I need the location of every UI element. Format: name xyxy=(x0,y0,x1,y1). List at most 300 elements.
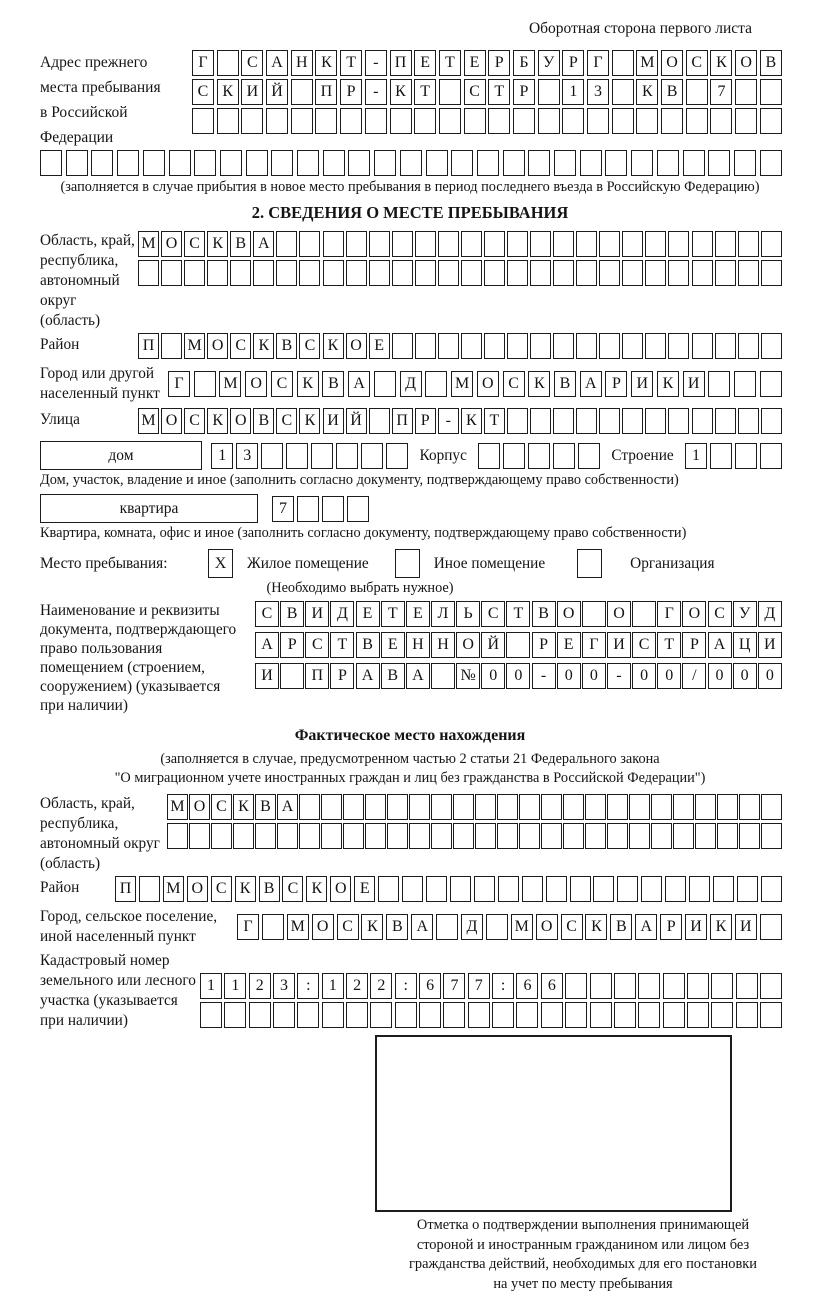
char-cell xyxy=(717,823,738,849)
actual-city-label-line: Город, сельское поселение, xyxy=(40,907,237,927)
char-cell xyxy=(607,823,628,849)
char-cell: В xyxy=(280,601,304,627)
char-cell: И xyxy=(683,371,705,397)
char-cell xyxy=(689,876,710,902)
char-cell xyxy=(735,79,757,105)
char-cell xyxy=(299,823,320,849)
char-cell: В xyxy=(322,371,344,397)
char-cell xyxy=(645,333,666,359)
prev-address-row-2 xyxy=(192,79,782,105)
city-block xyxy=(40,364,782,404)
char-cell: А xyxy=(635,914,657,940)
korpus-label: Корпус xyxy=(418,447,469,465)
char-cell: С xyxy=(184,408,205,434)
document-row-1 xyxy=(255,601,782,627)
stroenie-cells xyxy=(685,443,782,469)
char-cell xyxy=(414,108,436,134)
region-row-2 xyxy=(138,260,782,286)
char-cell xyxy=(369,260,390,286)
char-cell: М xyxy=(287,914,309,940)
char-cell: С xyxy=(561,914,583,940)
char-cell xyxy=(739,794,760,820)
char-cell xyxy=(169,150,191,176)
char-cell xyxy=(668,408,689,434)
char-cell xyxy=(673,823,694,849)
district-row xyxy=(138,333,782,359)
char-cell xyxy=(528,150,550,176)
char-cell: С xyxy=(299,333,320,359)
prev-address-label-line: Федерации xyxy=(40,125,192,150)
document-row-3 xyxy=(255,663,782,689)
cadastre-label xyxy=(40,951,200,1031)
organization-option-label: Организация xyxy=(628,555,716,573)
char-cell: С xyxy=(271,371,293,397)
prev-address-row-1 xyxy=(192,50,782,76)
char-cell xyxy=(507,333,528,359)
char-cell: О xyxy=(230,408,251,434)
char-cell xyxy=(461,260,482,286)
char-cell xyxy=(246,150,268,176)
stamp-caption-line: гражданства действий, необходимых для его постановки xyxy=(343,1255,820,1275)
char-cell xyxy=(590,1002,612,1028)
street-label: Улица xyxy=(40,408,138,430)
prev-address-label-line: в Российской xyxy=(40,100,192,125)
char-cell xyxy=(761,876,782,902)
char-cell xyxy=(336,443,358,469)
char-cell xyxy=(760,973,782,999)
char-cell xyxy=(253,260,274,286)
char-cell: С xyxy=(708,601,732,627)
char-cell: Д xyxy=(758,601,782,627)
char-cell xyxy=(255,823,276,849)
stamp-caption-line: на учет по месту пребывания xyxy=(343,1275,820,1294)
section2-title: 2. СВЕДЕНИЯ О МЕСТЕ ПРЕБЫВАНИЯ xyxy=(10,203,810,223)
char-cell xyxy=(645,408,666,434)
actual-location-subtitle-line: (заполняется в случае, предусмотренном частью 2 статьи 21 Федерального закона xyxy=(10,750,810,769)
char-cell xyxy=(563,794,584,820)
char-cell xyxy=(315,108,337,134)
char-cell xyxy=(91,150,113,176)
char-cell xyxy=(262,914,284,940)
char-cell: И xyxy=(255,663,279,689)
char-cell xyxy=(530,408,551,434)
char-cell: Г xyxy=(587,50,609,76)
char-cell: К xyxy=(315,50,337,76)
char-cell xyxy=(322,1002,344,1028)
char-cell xyxy=(683,150,705,176)
char-cell: Р xyxy=(340,79,362,105)
document-block xyxy=(40,601,782,715)
char-cell xyxy=(715,333,736,359)
char-cell: 1 xyxy=(211,443,233,469)
actual-location-title: Фактическое место нахождения xyxy=(10,727,810,745)
residential-checkbox: X xyxy=(208,549,233,578)
char-cell: - xyxy=(607,663,631,689)
actual-region-label-line: Область, край, xyxy=(40,794,167,814)
char-cell xyxy=(194,371,216,397)
char-cell xyxy=(438,260,459,286)
char-cell xyxy=(436,914,458,940)
char-cell: П xyxy=(138,333,159,359)
char-cell xyxy=(392,231,413,257)
char-cell xyxy=(695,794,716,820)
form-page-back-side xyxy=(10,20,810,1200)
char-cell xyxy=(760,443,782,469)
char-cell xyxy=(249,1002,271,1028)
char-cell: У xyxy=(538,50,560,76)
char-cell xyxy=(453,794,474,820)
char-cell: 6 xyxy=(541,973,563,999)
char-cell: Д xyxy=(461,914,483,940)
char-cell: Г xyxy=(237,914,259,940)
city-label-line: Город или другой xyxy=(40,364,168,384)
char-cell: С xyxy=(255,601,279,627)
residential-option-label: Жилое помещение xyxy=(245,555,371,573)
char-cell xyxy=(492,1002,514,1028)
char-cell xyxy=(161,333,182,359)
char-cell: 0 xyxy=(557,663,581,689)
char-cell xyxy=(668,231,689,257)
char-cell xyxy=(461,333,482,359)
char-cell: В xyxy=(661,79,683,105)
district-label: Район xyxy=(40,333,138,355)
actual-region-label xyxy=(40,794,167,874)
cadastre-label-line: Кадастровый номер xyxy=(40,951,200,971)
char-cell: С xyxy=(276,408,297,434)
char-cell: М xyxy=(163,876,184,902)
char-cell xyxy=(277,823,298,849)
char-cell xyxy=(717,794,738,820)
char-cell xyxy=(760,79,782,105)
street-row xyxy=(138,408,782,434)
char-cell xyxy=(638,973,660,999)
char-cell xyxy=(477,150,499,176)
char-cell xyxy=(582,601,606,627)
char-cell: О xyxy=(735,50,757,76)
char-cell: Т xyxy=(506,601,530,627)
char-cell xyxy=(665,876,686,902)
char-cell xyxy=(585,823,606,849)
char-cell xyxy=(538,79,560,105)
char-cell xyxy=(708,150,730,176)
stroenie-label: Строение xyxy=(609,447,675,465)
char-cell: Й xyxy=(346,408,367,434)
char-cell xyxy=(530,231,551,257)
char-cell: А xyxy=(255,632,279,658)
char-cell: И xyxy=(305,601,329,627)
char-cell: В xyxy=(356,632,380,658)
prev-address-block xyxy=(40,50,782,150)
char-cell: Т xyxy=(484,408,505,434)
char-cell xyxy=(541,794,562,820)
char-cell: Ь xyxy=(456,601,480,627)
char-cell xyxy=(761,794,782,820)
char-cell xyxy=(668,260,689,286)
char-cell: М xyxy=(219,371,241,397)
street-block xyxy=(40,408,782,437)
char-cell xyxy=(117,150,139,176)
cadastre-row-2 xyxy=(200,1002,782,1028)
apartment-row xyxy=(40,494,782,523)
char-cell xyxy=(323,150,345,176)
char-cell xyxy=(503,443,525,469)
char-cell: К xyxy=(253,333,274,359)
region-block xyxy=(40,231,782,331)
char-cell xyxy=(738,260,759,286)
char-cell xyxy=(541,1002,563,1028)
stay-type-note: (Необходимо выбрать нужное) xyxy=(40,580,680,597)
char-cell xyxy=(392,333,413,359)
city-label xyxy=(40,364,168,404)
char-cell: Ц xyxy=(733,632,757,658)
char-cell: Т xyxy=(657,632,681,658)
char-cell: С xyxy=(632,632,656,658)
char-cell xyxy=(711,1002,733,1028)
char-cell xyxy=(553,231,574,257)
char-cell xyxy=(553,333,574,359)
char-cell xyxy=(507,260,528,286)
char-cell xyxy=(760,914,782,940)
char-cell xyxy=(614,1002,636,1028)
char-cell: И xyxy=(735,914,757,940)
char-cell: Е xyxy=(406,601,430,627)
char-cell: А xyxy=(406,663,430,689)
cadastre-label-line: участка (указывается xyxy=(40,991,200,1011)
char-cell: 0 xyxy=(758,663,782,689)
char-cell xyxy=(346,1002,368,1028)
char-cell: Т xyxy=(439,50,461,76)
char-cell: Л xyxy=(431,601,455,627)
document-grid xyxy=(255,601,782,692)
char-cell: К xyxy=(299,408,320,434)
char-cell xyxy=(299,260,320,286)
char-cell xyxy=(189,823,210,849)
char-cell: Г xyxy=(168,371,190,397)
char-cell xyxy=(736,973,758,999)
actual-district-block xyxy=(40,876,782,905)
char-cell xyxy=(761,408,782,434)
stamp-caption xyxy=(343,1216,820,1294)
char-cell: К xyxy=(306,876,327,902)
char-cell xyxy=(276,260,297,286)
char-cell: С xyxy=(192,79,214,105)
char-cell xyxy=(464,108,486,134)
char-cell xyxy=(687,973,709,999)
char-cell xyxy=(233,823,254,849)
char-cell: М xyxy=(138,408,159,434)
char-cell xyxy=(299,794,320,820)
char-cell: К xyxy=(390,79,412,105)
char-cell: О xyxy=(661,50,683,76)
char-cell: П xyxy=(305,663,329,689)
char-cell xyxy=(622,408,643,434)
char-cell xyxy=(370,1002,392,1028)
char-cell: А xyxy=(356,663,380,689)
char-cell xyxy=(576,333,597,359)
char-cell: Р xyxy=(562,50,584,76)
char-cell xyxy=(687,1002,709,1028)
char-cell xyxy=(692,333,713,359)
char-cell xyxy=(346,231,367,257)
char-cell xyxy=(438,231,459,257)
char-cell xyxy=(562,108,584,134)
char-cell: Й xyxy=(266,79,288,105)
char-cell xyxy=(546,876,567,902)
char-cell xyxy=(507,231,528,257)
char-cell xyxy=(343,794,364,820)
char-cell xyxy=(519,794,540,820)
char-cell: К xyxy=(233,794,254,820)
char-cell xyxy=(565,1002,587,1028)
char-cell xyxy=(710,443,732,469)
char-cell: М xyxy=(511,914,533,940)
char-cell xyxy=(513,108,535,134)
char-cell xyxy=(365,108,387,134)
char-cell: : xyxy=(297,973,319,999)
char-cell: И xyxy=(685,914,707,940)
char-cell xyxy=(323,231,344,257)
char-cell: 1 xyxy=(562,79,584,105)
char-cell xyxy=(348,150,370,176)
char-cell: С xyxy=(686,50,708,76)
char-cell xyxy=(661,108,683,134)
char-cell: Р xyxy=(415,408,436,434)
char-cell xyxy=(395,1002,417,1028)
char-cell: Д xyxy=(400,371,422,397)
char-cell xyxy=(715,260,736,286)
char-cell: 3 xyxy=(236,443,258,469)
char-cell xyxy=(194,150,216,176)
char-cell xyxy=(737,876,758,902)
actual-region-row-2 xyxy=(167,823,782,849)
char-cell xyxy=(629,823,650,849)
char-cell: 3 xyxy=(273,973,295,999)
char-cell xyxy=(734,371,756,397)
char-cell xyxy=(580,150,602,176)
char-cell: О xyxy=(557,601,581,627)
char-cell xyxy=(426,876,447,902)
char-cell xyxy=(365,823,386,849)
char-cell xyxy=(738,333,759,359)
char-cell: П xyxy=(392,408,413,434)
char-cell: 1 xyxy=(200,973,222,999)
city-row xyxy=(168,371,782,397)
char-cell: 7 xyxy=(272,496,294,522)
char-cell xyxy=(565,973,587,999)
char-cell: А xyxy=(411,914,433,940)
char-cell xyxy=(390,108,412,134)
char-cell xyxy=(386,443,408,469)
char-cell xyxy=(713,876,734,902)
char-cell xyxy=(632,601,656,627)
char-cell xyxy=(340,108,362,134)
char-cell xyxy=(415,260,436,286)
char-cell xyxy=(605,150,627,176)
char-cell: А xyxy=(348,371,370,397)
char-cell: О xyxy=(456,632,480,658)
char-cell: С xyxy=(481,601,505,627)
char-cell xyxy=(266,108,288,134)
char-cell xyxy=(365,794,386,820)
char-cell xyxy=(297,496,319,522)
char-cell: 0 xyxy=(582,663,606,689)
char-cell: 1 xyxy=(322,973,344,999)
char-cell: М xyxy=(167,794,188,820)
char-cell xyxy=(686,108,708,134)
char-cell xyxy=(167,823,188,849)
char-cell xyxy=(286,443,308,469)
char-cell xyxy=(468,1002,490,1028)
char-cell xyxy=(641,876,662,902)
stamp-caption-line: Отметка о подтверждении выполнения принимающей xyxy=(343,1216,820,1236)
char-cell: К xyxy=(207,408,228,434)
char-cell: Р xyxy=(682,632,706,658)
char-cell xyxy=(739,823,760,849)
prev-address-label xyxy=(40,50,192,150)
char-cell xyxy=(200,1002,222,1028)
char-cell xyxy=(657,150,679,176)
char-cell: А xyxy=(277,794,298,820)
char-cell xyxy=(715,408,736,434)
char-cell: О xyxy=(245,371,267,397)
region-grid xyxy=(138,231,782,289)
char-cell xyxy=(431,663,455,689)
char-cell: - xyxy=(532,663,556,689)
char-cell: О xyxy=(187,876,208,902)
char-cell xyxy=(488,108,510,134)
cadastre-row-1 xyxy=(200,973,782,999)
char-cell xyxy=(138,260,159,286)
char-cell xyxy=(486,914,508,940)
actual-region-label-line: автономный округ xyxy=(40,834,167,854)
prev-address-label-line: Адрес прежнего xyxy=(40,50,192,75)
char-cell xyxy=(711,973,733,999)
document-label-line: право пользования xyxy=(40,639,255,658)
char-cell xyxy=(761,231,782,257)
actual-location-subtitle-line: "О миграционном учете иностранных граждан и лиц без гражданства в Российской Федерации") xyxy=(10,769,810,788)
char-cell xyxy=(431,823,452,849)
char-cell: - xyxy=(438,408,459,434)
char-cell xyxy=(734,150,756,176)
cadastre-label-line: при наличии) xyxy=(40,1011,200,1031)
char-cell: 0 xyxy=(481,663,505,689)
house-caption: Дом, участок, владение и иное (заполнить согласно документу, подтверждающему право собственности) xyxy=(40,472,782,489)
char-cell xyxy=(415,333,436,359)
char-cell: 0 xyxy=(657,663,681,689)
stay-type-row xyxy=(40,549,782,578)
char-cell xyxy=(361,443,383,469)
char-cell: 0 xyxy=(708,663,732,689)
char-cell: 7 xyxy=(710,79,732,105)
char-cell xyxy=(299,231,320,257)
region-row-1 xyxy=(138,231,782,257)
char-cell xyxy=(663,1002,685,1028)
char-cell: П xyxy=(390,50,412,76)
char-cell xyxy=(614,973,636,999)
char-cell xyxy=(497,823,518,849)
char-cell xyxy=(443,1002,465,1028)
char-cell xyxy=(530,260,551,286)
char-cell xyxy=(498,876,519,902)
char-cell: О xyxy=(161,408,182,434)
char-cell xyxy=(343,823,364,849)
char-cell: 2 xyxy=(346,973,368,999)
char-cell xyxy=(224,1002,246,1028)
char-cell xyxy=(636,108,658,134)
char-cell: О xyxy=(189,794,210,820)
char-cell: К xyxy=(361,914,383,940)
prev-address-caption: (заполняется в случае прибытия в новое место пребывания в период последнего въезда в Российскую Федерацию) xyxy=(10,179,810,196)
